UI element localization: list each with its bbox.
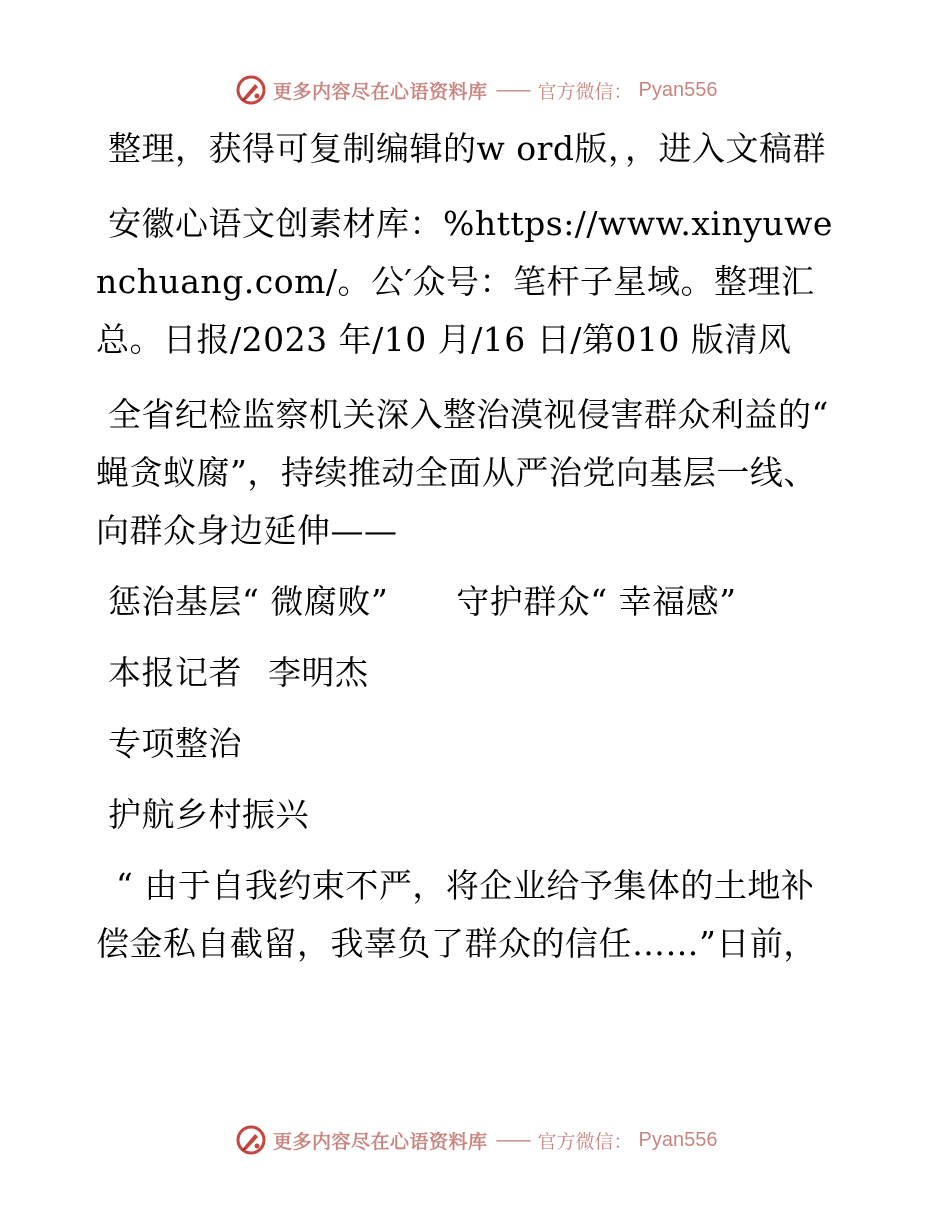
paragraph-word-version: 整理，获得可复制编辑的w ord版，，进入文稿群 [108,129,827,168]
watermark-wechat-label: 官方微信： [537,80,633,103]
watermark-banner-top [235,74,718,106]
headline-left: 惩治基层“ 微腐败” [108,582,389,621]
watermark-banner-bottom [235,1124,718,1156]
pen-circle-logo-icon [235,1124,267,1156]
article-headline [96,573,841,631]
document-body [96,120,841,973]
watermark-wechat-id: Pyan556 [638,78,718,101]
watermark-wechat-id: Pyan556 [638,1128,718,1151]
watermark-text: 更多内容尽在心语资料库 [273,1130,488,1153]
section-heading-1: 专项整治 [108,724,242,763]
pen-circle-logo-icon [235,74,267,106]
watermark-dash: —— [495,79,530,101]
byline-name: 李明杰 [268,653,369,692]
headline-right: 守护群众“ 幸福感” [456,582,737,621]
paragraph-lead: 全省纪检监察机关深入整治漠视侵害群众利益的“ 蝇贪蚁腐”，持续推动全面从严治党向基层一线、向群众身边延伸—— [96,395,829,550]
paragraph-body: “ 由于自我约束不严，将企业给予集体的土地补偿金私自截留，我辜负了群众的信任……”日前， [96,866,817,963]
paragraph-source-info: 安徽心语文创素材库：%https://www.xinyuwenchuang.com/。公′众号：笔杆子星域。整理汇总。日报/2023 年/10 月/16 日/第010 版清风 [96,204,833,359]
section-heading-2: 护航乡村振兴 [108,795,309,834]
watermark-wechat-label: 官方微信： [537,1130,633,1153]
watermark-dash: —— [495,1129,530,1151]
article-byline [96,644,841,702]
byline-label: 本报记者 [108,653,242,692]
watermark-text: 更多内容尽在心语资料库 [273,80,488,103]
